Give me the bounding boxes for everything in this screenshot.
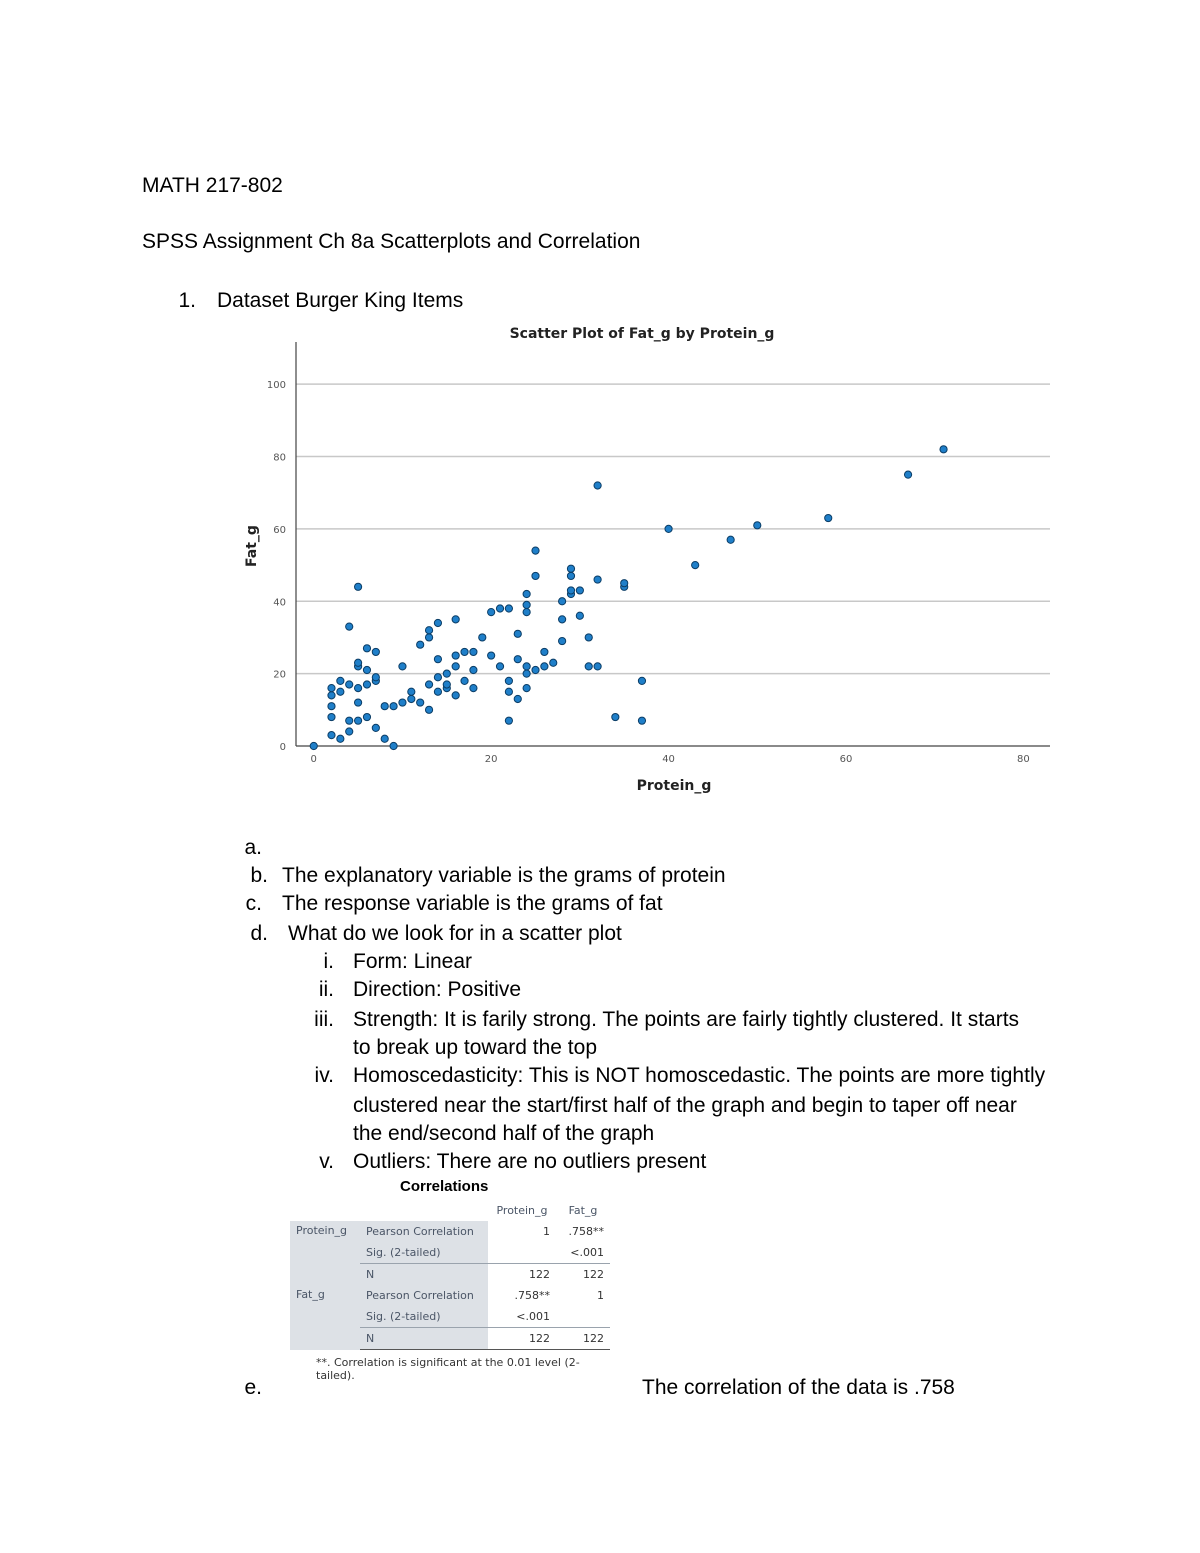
data-point bbox=[390, 703, 397, 710]
d-item-marker: iii. bbox=[314, 1008, 334, 1031]
data-point bbox=[505, 688, 512, 695]
cell: 122 bbox=[488, 1328, 556, 1350]
data-point bbox=[328, 713, 335, 720]
data-point bbox=[523, 590, 530, 597]
data-point bbox=[470, 648, 477, 655]
chart-ylabel: Fat_g bbox=[244, 525, 260, 567]
data-point bbox=[505, 677, 512, 684]
data-point bbox=[354, 699, 361, 706]
cell: 122 bbox=[488, 1264, 556, 1286]
d-item-line: Direction: Positive bbox=[353, 978, 522, 1001]
data-point bbox=[550, 659, 557, 666]
data-point bbox=[408, 695, 415, 702]
data-point bbox=[372, 674, 379, 681]
chart-xlabel: Protein_g bbox=[636, 778, 712, 794]
d-item-marker: ii. bbox=[318, 978, 334, 1001]
data-point bbox=[346, 717, 353, 724]
correlations-table bbox=[290, 1200, 610, 1350]
chart-grid bbox=[296, 384, 1050, 673]
answer-b-marker: b. bbox=[250, 864, 268, 887]
cell bbox=[556, 1306, 610, 1328]
data-point bbox=[523, 601, 530, 608]
answer-e-text: The correlation of the data is .758 bbox=[642, 1376, 955, 1399]
col-header: Fat_g bbox=[568, 1204, 598, 1217]
table-row bbox=[290, 1221, 610, 1242]
d-item-line: to break up toward the top bbox=[353, 1036, 597, 1059]
row-stat: Pearson Correlation bbox=[360, 1285, 488, 1306]
cell: 122 bbox=[556, 1328, 610, 1350]
data-point bbox=[417, 699, 424, 706]
answer-d-text: What do we look for in a scatter plot bbox=[288, 922, 622, 945]
data-point bbox=[354, 717, 361, 724]
answer-e-marker: e. bbox=[244, 1376, 262, 1399]
d-item-line: Homoscedasticity: This is NOT homoscedastic. The points are more tightly bbox=[353, 1064, 1046, 1087]
d-item-marker: iv. bbox=[314, 1064, 334, 1087]
data-point bbox=[541, 648, 548, 655]
data-point bbox=[496, 663, 503, 670]
data-point bbox=[665, 525, 672, 532]
data-point bbox=[559, 616, 566, 623]
table-footnote: **. Correlation is significant at the 0.01 level (2-tailed). bbox=[316, 1356, 580, 1382]
data-point bbox=[363, 713, 370, 720]
data-point bbox=[514, 630, 521, 637]
data-point bbox=[594, 482, 601, 489]
data-point bbox=[567, 587, 574, 594]
data-point bbox=[514, 656, 521, 663]
data-point bbox=[346, 623, 353, 630]
data-point bbox=[514, 695, 521, 702]
assignment-title: SPSS Assignment Ch 8a Scatterplots and Correlation bbox=[142, 230, 641, 253]
data-point bbox=[337, 677, 344, 684]
data-point bbox=[567, 565, 574, 572]
y-tick-label: 20 bbox=[273, 669, 286, 681]
data-point bbox=[363, 681, 370, 688]
data-point bbox=[452, 616, 459, 623]
question-number: 1. bbox=[178, 289, 196, 312]
data-point bbox=[443, 681, 450, 688]
d-item-line: the end/second half of the graph bbox=[353, 1122, 655, 1145]
data-point bbox=[390, 742, 397, 749]
cell: <.001 bbox=[516, 1310, 550, 1323]
data-point bbox=[825, 514, 832, 521]
data-point bbox=[443, 670, 450, 677]
question-label: Dataset Burger King Items bbox=[217, 289, 464, 312]
data-point bbox=[505, 717, 512, 724]
data-point bbox=[612, 713, 619, 720]
cell: 1 bbox=[543, 1225, 550, 1238]
data-point bbox=[904, 471, 911, 478]
x-tick-label: 40 bbox=[662, 754, 675, 765]
data-point bbox=[346, 681, 353, 688]
data-point bbox=[425, 627, 432, 634]
table-row bbox=[290, 1285, 610, 1306]
data-point bbox=[399, 663, 406, 670]
data-point bbox=[452, 652, 459, 659]
answer-d-marker: d. bbox=[250, 922, 268, 945]
data-point bbox=[585, 634, 592, 641]
data-point bbox=[940, 446, 947, 453]
data-point bbox=[434, 688, 441, 695]
data-point bbox=[408, 688, 415, 695]
data-point bbox=[346, 728, 353, 735]
data-point bbox=[523, 685, 530, 692]
data-point bbox=[594, 663, 601, 670]
course-title: MATH 217-802 bbox=[142, 174, 283, 197]
data-point bbox=[638, 677, 645, 684]
y-tick-label: 60 bbox=[273, 524, 286, 536]
cell: 1 bbox=[597, 1289, 604, 1302]
data-point bbox=[523, 663, 530, 670]
col-header: Protein_g bbox=[496, 1204, 548, 1217]
data-point bbox=[372, 648, 379, 655]
data-point bbox=[470, 666, 477, 673]
data-point bbox=[381, 735, 388, 742]
answer-b-text: The explanatory variable is the grams of protein bbox=[282, 864, 726, 887]
data-point bbox=[496, 605, 503, 612]
row-stat: N bbox=[360, 1328, 488, 1350]
data-point bbox=[532, 666, 539, 673]
row-stat: Sig. (2-tailed) bbox=[360, 1306, 488, 1328]
answer-c-marker: c. bbox=[245, 892, 262, 915]
data-point bbox=[372, 724, 379, 731]
data-point bbox=[452, 663, 459, 670]
data-point bbox=[488, 652, 495, 659]
data-point bbox=[470, 685, 477, 692]
chart-axes bbox=[296, 342, 1050, 746]
data-point bbox=[363, 666, 370, 673]
row-stat: Sig. (2-tailed) bbox=[360, 1242, 488, 1264]
cell: <.001 bbox=[570, 1246, 604, 1259]
data-point bbox=[638, 717, 645, 724]
d-item-line: Outliers: There are no outliers present bbox=[353, 1150, 707, 1173]
x-tick-label: 60 bbox=[839, 754, 853, 765]
data-point bbox=[328, 685, 335, 692]
x-tick-label: 0 bbox=[310, 754, 317, 765]
data-point bbox=[488, 609, 495, 616]
data-point bbox=[532, 547, 539, 554]
data-point bbox=[363, 645, 370, 652]
d-item-line: Form: Linear bbox=[353, 950, 473, 973]
y-tick-label: 0 bbox=[279, 742, 286, 753]
data-point bbox=[328, 692, 335, 699]
data-point bbox=[479, 634, 486, 641]
data-point bbox=[434, 656, 441, 663]
row-variable: Protein_g bbox=[290, 1221, 360, 1285]
data-point bbox=[461, 648, 468, 655]
data-point bbox=[727, 536, 734, 543]
row-stat: Pearson Correlation bbox=[360, 1221, 488, 1242]
data-point bbox=[337, 688, 344, 695]
data-point bbox=[434, 619, 441, 626]
data-point bbox=[452, 692, 459, 699]
y-tick-label: 40 bbox=[273, 597, 286, 609]
data-point bbox=[310, 742, 317, 749]
data-point bbox=[692, 561, 699, 568]
data-point bbox=[621, 580, 628, 587]
data-point bbox=[559, 637, 566, 644]
d-item-line: clustered near the start/first half of the graph and begin to taper off near bbox=[353, 1094, 1017, 1117]
row-stat: N bbox=[360, 1264, 488, 1286]
data-point bbox=[328, 703, 335, 710]
data-point bbox=[754, 522, 761, 529]
data-point bbox=[541, 663, 548, 670]
data-point bbox=[434, 674, 441, 681]
chart-points bbox=[310, 446, 947, 750]
data-point bbox=[523, 609, 530, 616]
data-point bbox=[585, 663, 592, 670]
data-point bbox=[354, 685, 361, 692]
cell: .758** bbox=[514, 1289, 550, 1302]
data-point bbox=[399, 699, 406, 706]
scatter-chart bbox=[230, 318, 1060, 798]
data-point bbox=[461, 677, 468, 684]
data-point bbox=[425, 634, 432, 641]
data-point bbox=[594, 576, 601, 583]
data-point bbox=[328, 732, 335, 739]
x-tick-label: 80 bbox=[1017, 754, 1030, 765]
cell: .758** bbox=[568, 1225, 604, 1238]
y-tick-label: 80 bbox=[273, 452, 286, 464]
data-point bbox=[523, 670, 530, 677]
data-point bbox=[576, 587, 583, 594]
data-point bbox=[505, 605, 512, 612]
table-header-row bbox=[290, 1200, 610, 1221]
row-variable: Fat_g bbox=[290, 1285, 360, 1350]
data-point bbox=[576, 612, 583, 619]
d-item-line: Strength: It is farily strong. The points are fairly tightly clustered. It starts bbox=[353, 1008, 1020, 1031]
d-item-marker: i. bbox=[323, 950, 334, 973]
chart-title: Scatter Plot of Fat_g by Protein_g bbox=[509, 326, 775, 342]
data-point bbox=[417, 641, 424, 648]
x-tick-label: 20 bbox=[484, 754, 498, 765]
correlations-title: Correlations bbox=[400, 1178, 489, 1195]
d-item-marker: v. bbox=[319, 1150, 334, 1173]
data-point bbox=[425, 681, 432, 688]
data-point bbox=[425, 706, 432, 713]
data-point bbox=[532, 572, 539, 579]
data-point bbox=[354, 659, 361, 666]
answer-a-marker: a. bbox=[244, 836, 262, 859]
y-tick-label: 100 bbox=[266, 380, 286, 392]
data-point bbox=[337, 735, 344, 742]
cell: 122 bbox=[556, 1264, 610, 1286]
data-point bbox=[381, 703, 388, 710]
data-point bbox=[559, 598, 566, 605]
answer-c-text: The response variable is the grams of fat bbox=[282, 892, 663, 915]
cell bbox=[488, 1242, 556, 1264]
data-point bbox=[567, 572, 574, 579]
data-point bbox=[354, 583, 361, 590]
